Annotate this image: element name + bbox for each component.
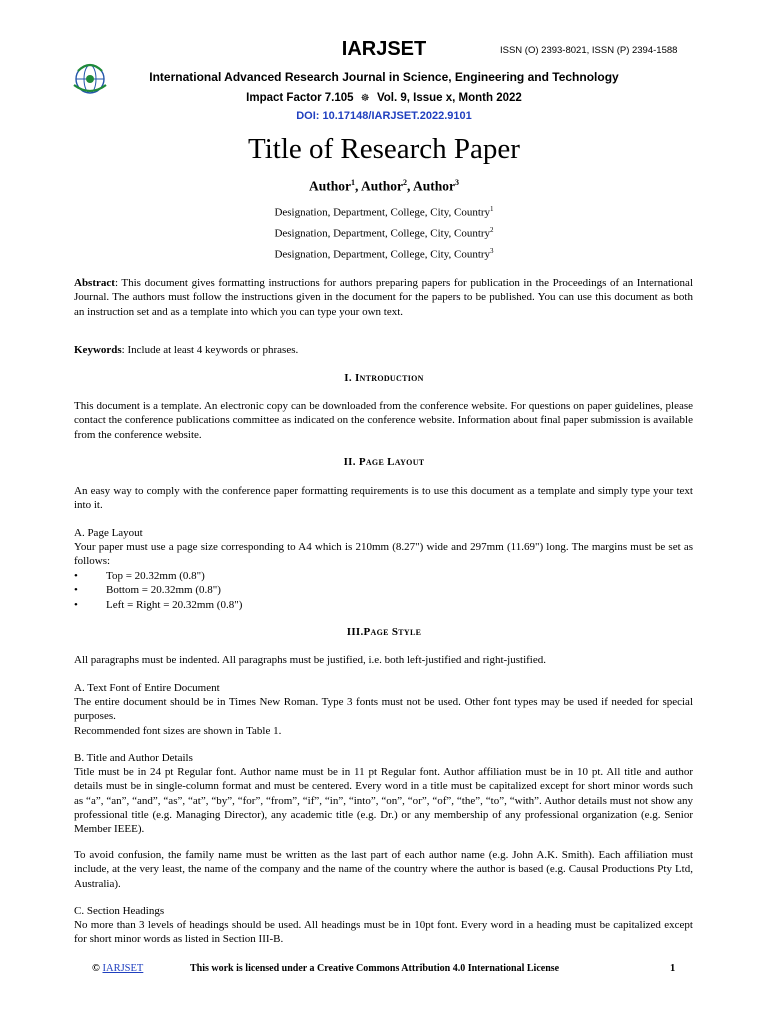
author-name: Author — [308, 178, 351, 194]
doi-link[interactable]: DOI: 10.17148/IARJSET.2022.9101 — [296, 110, 472, 122]
impact-factor: Impact Factor 7.105 — [246, 92, 354, 104]
author-name: Author — [413, 178, 456, 194]
section-paragraph: All paragraphs must be indented. All paragraphs must be justified, i.e. both left-justified and right-justified. — [74, 654, 546, 666]
section-paragraph: An easy way to comply with the conference paper formatting requirements is to use this document as a template and simply type your text into it. — [74, 485, 693, 512]
list-item: • Bottom = 20.32mm (0.8") — [74, 584, 221, 597]
author-sup: 3 — [455, 178, 460, 187]
keywords: Keywords: Include at least 4 keywords or phrases. — [74, 344, 299, 356]
separator-icon: ☸ — [360, 93, 370, 104]
journal-short-name: IARJSET — [341, 38, 427, 60]
section-paragraph: Title must be in 24 pt Regular font. Author name must be in 11 pt Regular font. Author affiliation must be in 10 pt. All title and author details must be in single-column format and must be centered. Every word in a title must be capitalized except for short minor words such as “a”, “an”, “and”, “as”, “at”, “by”, “for”, “from”, “if”, “in”, “into”, “on”, “or”, “of”, “the”, “to”, “with”. Author details must not show any professional title (e.g. Managing Director), any academic title (e.g. Dr.) or any membership of any professional organization (e.g. Senior Member IEEE). — [74, 766, 693, 836]
page-number: 1 — [670, 963, 676, 974]
affiliation: Designation, Department, College, City, Country$^2$ — [274, 226, 494, 240]
section-paragraph: Your paper must use a page size corresponding to A4 which is 210mm (8.27") wide and 297mm (11.69") long. The margins must be set as follows: — [74, 541, 693, 568]
list-item: • Top = 20.32mm (0.8") — [74, 570, 205, 582]
list-item: • Left = Right = 20.32mm (0.8") — [74, 598, 243, 611]
footer-iarjset-link[interactable]: IARJSET — [102, 963, 144, 974]
footer-license: This work is licensed under a Creative Commons Attribution 4.0 International License — [190, 963, 560, 974]
section-heading: II. Page Layout — [343, 456, 425, 468]
impact-line — [0, 92, 768, 104]
footer-copyright — [92, 963, 143, 974]
section-paragraph: This document is a template. An electronic copy can be downloaded from the conference website. For questions on paper guidelines, please contact the conference publications committee as indicated on the conference website. Information about final paper submission is available from the conference website. — [74, 400, 693, 441]
author-name: Author — [360, 178, 403, 194]
subsection-heading: B. Title and Author Details — [74, 752, 193, 764]
author-sup: 1 — [350, 178, 355, 187]
keywords-label: Keywords — [74, 344, 122, 356]
paper-title: Title of Research Paper — [248, 133, 520, 165]
section-paragraph: The entire document should be in Times New Roman. Type 3 fonts must not be used. Other font types may be used if needed for special purposes. — [74, 696, 693, 723]
author-sup: 2 — [403, 178, 407, 187]
affiliation: Designation, Department, College, City, Country$^3$ — [274, 247, 494, 261]
section-heading: I. Introduction — [344, 372, 424, 384]
copyright-icon: © — [92, 963, 100, 974]
volume-issue: Vol. 9, Issue x, Month 2022 — [376, 92, 522, 104]
journal-full-name: International Advanced Research Journal in Science, Engineering and Technology — [149, 70, 619, 84]
issn-text: ISSN (O) 2393-8021, ISSN (P) 2394-1588 — [500, 45, 678, 56]
section-heading: III.Page Style — [346, 626, 422, 638]
affiliation: Designation, Department, College, City, Country$^1$ — [274, 205, 494, 219]
author-list: Author$^1$, Author$^2$, Author$^3$ — [308, 178, 460, 194]
margin-list — [74, 569, 693, 612]
abstract: Abstract: This document gives formatting instructions for authors preparing papers for publication in the Proceedings of an International Journal. The authors must follow the instructions given in the document for the papers to be published. You can use this document as both an instruction set and as a template into which you can type your own text. — [74, 277, 693, 318]
abstract-label: Abstract — [74, 277, 115, 289]
section-paragraph: Recommended font sizes are shown in Table 1. — [74, 725, 282, 737]
subsection-heading: A. Page Layout — [74, 527, 143, 539]
section-paragraph: No more than 3 levels of headings should be used. All headings must be in 10pt font. Every word in a heading must be capitalized except for short minor words as listed in Section III-B. — [74, 919, 693, 946]
subsection-heading: A. Text Font of Entire Document — [74, 682, 220, 694]
section-paragraph: To avoid confusion, the family name must be written as the last part of each author name (e.g. John A.K. Smith). Each affiliation must include, at the very least, the name of the company and the name of the country where the author is based (e.g. Causal Productions Pty Ltd, Australia). — [74, 849, 693, 890]
subsection-heading: C. Section Headings — [74, 905, 165, 917]
